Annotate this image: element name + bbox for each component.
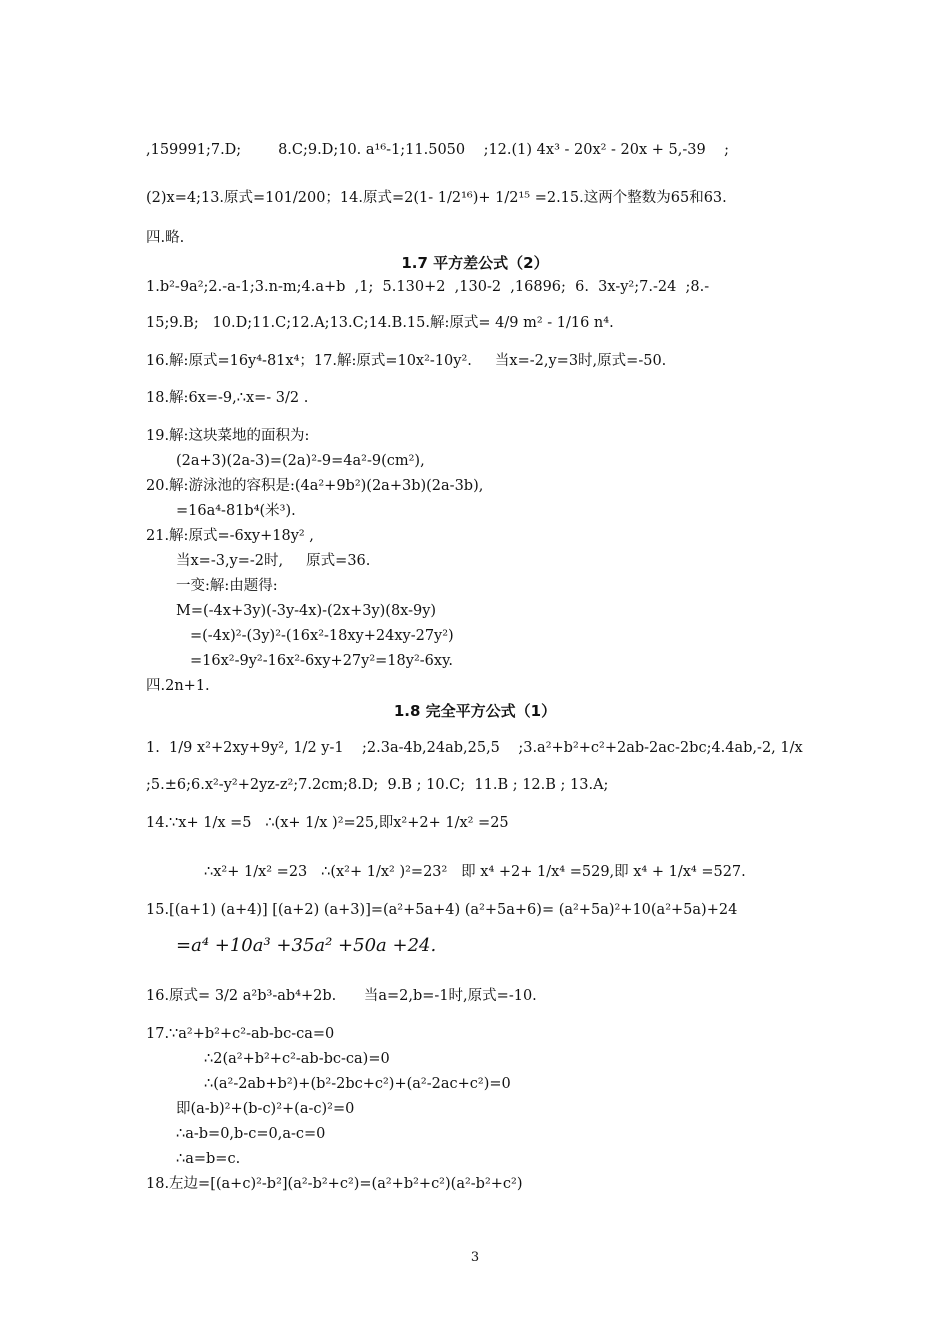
text-line: 当x=-3,y=-2时, 原式=36. <box>176 553 371 569</box>
text-line: 即(a-b)²+(b-c)²+(a-c)²=0 <box>176 1101 355 1117</box>
section-heading-1-7: 1.7 平方差公式（2） <box>401 254 549 272</box>
text-line: ,159991;7.D; 8.C;9.D;10. a¹⁶-1;11.5050 ;12.(1) 4x³ - 20x² - 20x + 5,-39 ; <box>146 142 730 158</box>
text-line: 四.2n+1. <box>146 678 210 694</box>
text-line: ;5.±6;6.x²-y²+2yz-z²;7.2cm;8.D; 9.B ; 10.C; 11.B ; 12.B ; 13.A; <box>146 777 609 793</box>
text-line: 16.原式= 3/2 a²b³-ab⁴+2b. 当a=2,b=-1时,原式=-10. <box>146 988 537 1004</box>
text-line: 14.∵x+ 1/x =5 ∴(x+ 1/x )²=25,即x²+2+ 1/x² =25 <box>146 815 509 831</box>
text-line: =(-4x)²-(3y)²-(16x²-18xy+24xy-27y²) <box>190 628 454 644</box>
text-line: =16x²-9y²-16x²-6xy+27y²=18y²-6xy. <box>190 653 453 669</box>
section-heading-1-8: 1.8 完全平方公式（1） <box>393 702 557 720</box>
text-line: 一变:解:由题得: <box>176 578 278 594</box>
text-line: ∴2(a²+b²+c²-ab-bc-ca)=0 <box>204 1051 390 1067</box>
text-line: (2a+3)(2a-3)=(2a)²-9=4a²-9(cm²), <box>176 453 425 469</box>
text-line: 17.∵a²+b²+c²-ab-bc-ca=0 <box>146 1026 335 1042</box>
text-line: 18.左边=[(a+c)²-b²](a²-b²+c²)=(a²+b²+c²)(a²-b²+c²) <box>146 1176 523 1192</box>
text-line: (2)x=4;13.原式=101/200；14.原式=2(1- 1/2¹⁶)+ 1/2¹⁵ =2.15.这两个整数为65和63. <box>146 190 727 206</box>
page-number: 3 <box>470 1250 480 1265</box>
text-line: 21.解:原式=-6xy+18y² , <box>146 528 314 544</box>
text-line: 1.b²-9a²;2.-a-1;3.n-m;4.a+b ,1; 5.130+2 ,130-2 ,16896; 6. 3x-y²;7.-24 ;8.- <box>146 279 710 295</box>
text-line: M=(-4x+3y)(-3y-4x)-(2x+3y)(8x-9y) <box>176 603 437 619</box>
text-line: 15.[(a+1) (a+4)] [(a+2) (a+3)]=(a²+5a+4) (a²+5a+6)= (a²+5a)²+10(a²+5a)+24 <box>146 902 738 918</box>
text-line: =a⁴ +10a³ +35a² +50a +24. <box>176 935 437 956</box>
text-line: ∴(a²-2ab+b²)+(b²-2bc+c²)+(a²-2ac+c²)=0 <box>204 1076 511 1092</box>
text-line: 18.解:6x=-9,∴x=- 3/2 . <box>146 390 309 406</box>
text-line: ∴a-b=0,b-c=0,a-c=0 <box>176 1126 326 1142</box>
text-line: 1. 1/9 x²+2xy+9y², 1/2 y-1 ;2.3a-4b,24ab,25,5 ;3.a²+b²+c²+2ab-2ac-2bc;4.4ab,-2, 1/x <box>146 740 803 756</box>
text-line: 15;9.B; 10.D;11.C;12.A;13.C;14.B.15.解:原式= 4/9 m² - 1/16 n⁴. <box>146 315 614 331</box>
text-line: 16.解:原式=16y⁴-81x⁴；17.解:原式=10x²-10y². 当x=-2,y=3时,原式=-50. <box>146 353 667 369</box>
text-line: ∴a=b=c. <box>176 1151 241 1167</box>
text-line: 19.解:这块菜地的面积为: <box>146 428 310 444</box>
text-line: 四.略. <box>146 230 185 246</box>
text-line: 20.解:游泳池的容积是:(4a²+9b²)(2a+3b)(2a-3b), <box>146 478 484 494</box>
text-line: ∴x²+ 1/x² =23 ∴(x²+ 1/x² )²=23² 即 x⁴ +2+ 1/x⁴ =529,即 x⁴ + 1/x⁴ =527. <box>204 864 746 880</box>
text-line: =16a⁴-81b⁴(米³). <box>176 503 296 519</box>
